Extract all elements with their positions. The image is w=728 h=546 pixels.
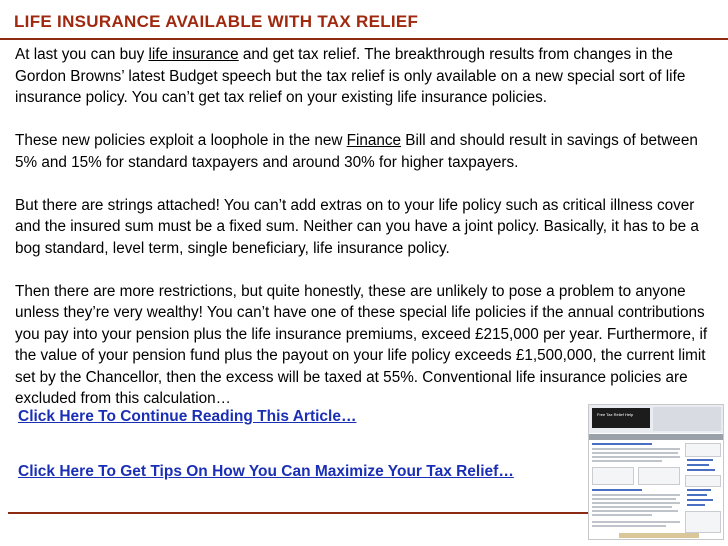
thumbnail-logo-text: Free Tax Relief Help (597, 412, 634, 417)
thumbnail-text-line (592, 521, 680, 523)
paragraph-1 (15, 44, 715, 109)
thumbnail-side-link (687, 489, 711, 491)
thumbnail-text-line (592, 448, 680, 450)
thumbnail-text-line (592, 456, 680, 458)
thumbnail-text-line (592, 502, 680, 504)
thumbnail-footer (619, 533, 699, 538)
thumbnail-side-link (687, 464, 709, 466)
article-body (15, 44, 715, 431)
thumbnail-header (589, 405, 723, 433)
paragraph-2-text-a: These new policies exploit a loophole in the new (15, 132, 347, 149)
continue-reading-link[interactable]: Click Here To Continue Reading This Article… (18, 408, 357, 425)
thumbnail-text-line (592, 525, 666, 527)
thumbnail-header-image (653, 407, 721, 431)
thumbnail-text-line (592, 514, 652, 516)
title-bar (0, 0, 728, 40)
thumbnail-content (592, 443, 682, 535)
thumbnail-side-box (685, 475, 721, 487)
life-insurance-link[interactable]: life insurance (148, 46, 239, 63)
finance-link[interactable]: Finance (346, 132, 402, 149)
website-thumbnail[interactable] (588, 404, 724, 540)
page-title: LIFE INSURANCE AVAILABLE WITH TAX RELIEF (14, 12, 419, 31)
thumbnail-text-line (592, 452, 678, 454)
thumbnail-text-line (592, 506, 672, 508)
thumbnail-box (592, 467, 634, 485)
paragraph-4: Then there are more restrictions, but quite honestly, these are unlikely to pose a problem to anyone unless they’re very wealthy! You can’t have one of these special life policies if the annual contributions you pay into your pension plus the life insurance premiums, exceed £215,000 per year. Furthermore, if the value of your pension fund plus the payout on your life policy exceeds £1,500,000, the current limit set by the Chancellor, then the excess will be taxed at 55%. Conventional life insurance policies are excluded from this calculation… (15, 282, 708, 407)
thumbnail-side-link (687, 499, 713, 501)
thumbnail-logo (592, 408, 650, 428)
thumbnail-text-line (592, 460, 662, 462)
thumbnail-sidebar (685, 443, 721, 535)
thumbnail-heading-line (592, 489, 642, 491)
thumbnail-side-link (687, 494, 707, 496)
paragraph-3: But there are strings attached! You can’t add extras on to your life policy such as critical illness cover and the insured sum must be a fixed sum. Neither can you have a joint policy. Basically, it has to be a bog standard, level term, single beneficiary, life insurance policy. (15, 196, 699, 257)
thumbnail-text-line (592, 494, 680, 496)
paragraph-1-text-a: At last you can buy (15, 46, 149, 63)
thumbnail-text-line (592, 498, 676, 500)
paragraph-2 (15, 130, 715, 173)
thumbnail-box (638, 467, 680, 485)
paragraph-1-text-b: and get tax relief. The breakthrough results from changes in the Gordon Browns’ latest Budget speech but the tax relief is only available on a new special sort of life insurance policy. You can’t get tax relief on your existing life insurance policies. (15, 46, 686, 106)
tax-relief-tips-link[interactable]: Click Here To Get Tips On How You Can Maximize Your Tax Relief… (18, 463, 514, 480)
thumbnail-side-link (687, 459, 713, 461)
thumbnail-side-link (687, 504, 705, 506)
thumbnail-side-link (687, 469, 715, 471)
thumbnail-side-box (685, 443, 721, 457)
thumbnail-side-box (685, 511, 721, 533)
thumbnail-nav (589, 434, 723, 440)
thumbnail-heading-line (592, 443, 652, 445)
paragraph-2-text-b: Bill and should result in savings of between 5% and 15% for standard taxpayers and around 30% for higher taxpayers. (15, 132, 698, 171)
thumbnail-text-line (592, 510, 678, 512)
